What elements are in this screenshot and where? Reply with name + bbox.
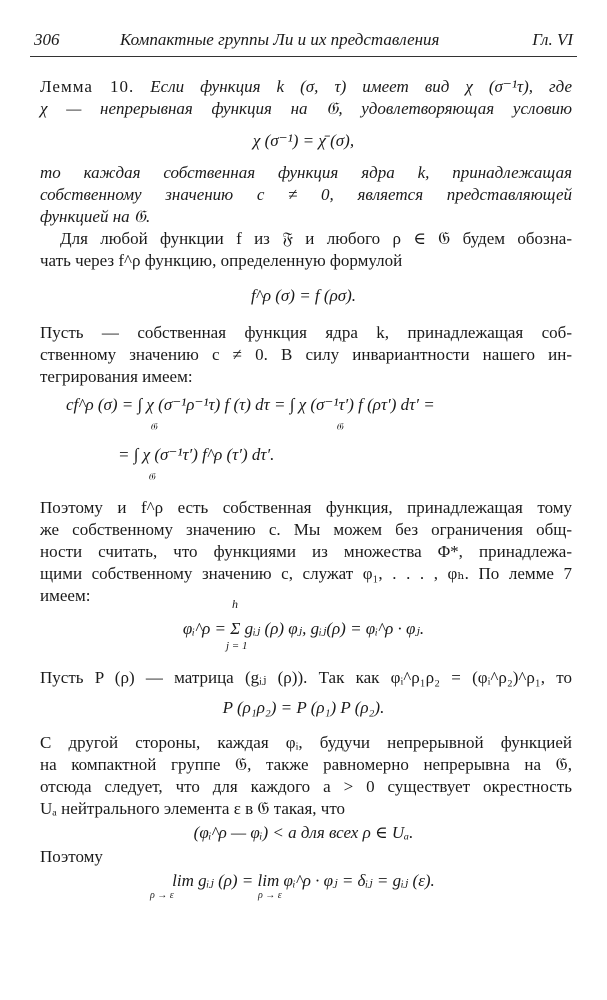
p5-line-1: С другой стороны, каждая φᵢ, будучи непрерывной функцией	[40, 733, 572, 752]
formula-limit: lim gᵢⱼ (ρ) = lim φᵢ^ρ · φⱼ = δᵢⱼ = gᵢⱼ (ε).	[172, 871, 435, 890]
page-number: 306	[34, 30, 60, 49]
p4-line-1: Пусть P (ρ) — матрица (gᵢⱼ (ρ)). Так как φᵢ^ρ₁ρ₂ = (φᵢ^ρ₂)^ρ₁, то	[40, 668, 572, 687]
formula-f-rho: f^ρ (σ) = f (ρσ).	[250, 286, 357, 305]
header-rule	[30, 56, 577, 57]
integral-domain-3: 𝔊	[148, 472, 156, 483]
p2-line-1: Пусть — собственная функция ядра k, принадлежащая соб-	[40, 323, 572, 342]
p6-line-1: Поэтому	[40, 847, 103, 866]
p2-line-3: тегрирования имеем:	[40, 367, 193, 386]
p1-line-2: чать через f^ρ функцию, определенную формулой	[40, 251, 403, 270]
lemma-text-1: Если функция k (σ, τ) имеет вид χ (σ⁻¹τ), где	[150, 77, 573, 96]
p3-line-5: имеем:	[40, 586, 91, 605]
p5-line-4: Uₐ нейтрального элемента ε в 𝔊 такая, что	[40, 799, 346, 818]
p1-line-1: Для любой функции f из 𝔉 и любого ρ ∈ 𝔊 будем обозна-	[60, 229, 572, 248]
lemma-line-5: функцией на 𝔊.	[40, 207, 151, 226]
formula-matrix-hom: P (ρ₁ρ₂) = P (ρ₁) P (ρ₂).	[222, 698, 385, 717]
integral-domain-2: 𝔊	[336, 422, 344, 433]
lemma-condition: χ (σ⁻¹) = χ̄ (σ),	[252, 131, 355, 150]
integral-domain-1: 𝔊	[150, 422, 158, 433]
p2-line-2: ственному значению c ≠ 0. В силу инвариантности нашего ин-	[40, 345, 572, 364]
p3-line-2: же собственному значению c. Мы можем без ограничения общ-	[40, 520, 572, 539]
lemma-line-4: собственному значению c ≠ 0, является представляющей	[40, 185, 572, 204]
p5-line-2: на компактной группе 𝔊, также равномерно непрерывна на 𝔊,	[40, 755, 572, 774]
lemma-label: Лемма 10.	[40, 77, 135, 96]
lemma-line-2: χ — непрерывная функция на 𝔊, удовлетворяющая условию	[40, 99, 572, 118]
limit-under-1: ρ → ε	[150, 890, 174, 901]
formula-neighborhood: (φᵢ^ρ — φᵢ) < a для всех ρ ∈ Uₐ.	[193, 823, 414, 842]
running-title: Компактные группы Ли и их представления	[120, 30, 440, 49]
p3-line-1: Поэтому и f^ρ есть собственная функция, принадлежащая тому	[40, 498, 572, 517]
formula-integral-1: cf^ρ (σ) = ∫ χ (σ⁻¹ρ⁻¹τ) f (τ) dτ = ∫ χ (σ⁻¹τ′) f (ρτ′) dτ′ =	[66, 395, 435, 414]
sum-lower-limit: j = 1	[226, 640, 248, 652]
running-header	[34, 30, 573, 54]
p3-line-3: ности считать, что функциями из множества Φ*, принадлежа-	[40, 542, 572, 561]
formula-integral-2: = ∫ χ (σ⁻¹τ′) f^ρ (τ′) dτ′.	[118, 445, 275, 464]
formula-sum: φᵢ^ρ = Σ gᵢⱼ (ρ) φⱼ, gᵢⱼ(ρ) = φᵢ^ρ · φⱼ.	[182, 619, 425, 638]
chapter-label: Гл. VI	[532, 30, 573, 49]
sum-upper-limit: h	[232, 597, 238, 611]
lemma-line-3: то каждая собственная функция ядра k, принадлежащая	[40, 163, 572, 182]
p5-line-3: отсюда следует, что для каждого a > 0 существует окрестность	[40, 777, 572, 796]
p3-line-4: щими собственному значению c, служат φ₁, . . . , φₕ. По лемме 7	[40, 564, 572, 583]
lemma-line-1	[40, 76, 572, 98]
limit-under-2: ρ → ε	[258, 890, 282, 901]
